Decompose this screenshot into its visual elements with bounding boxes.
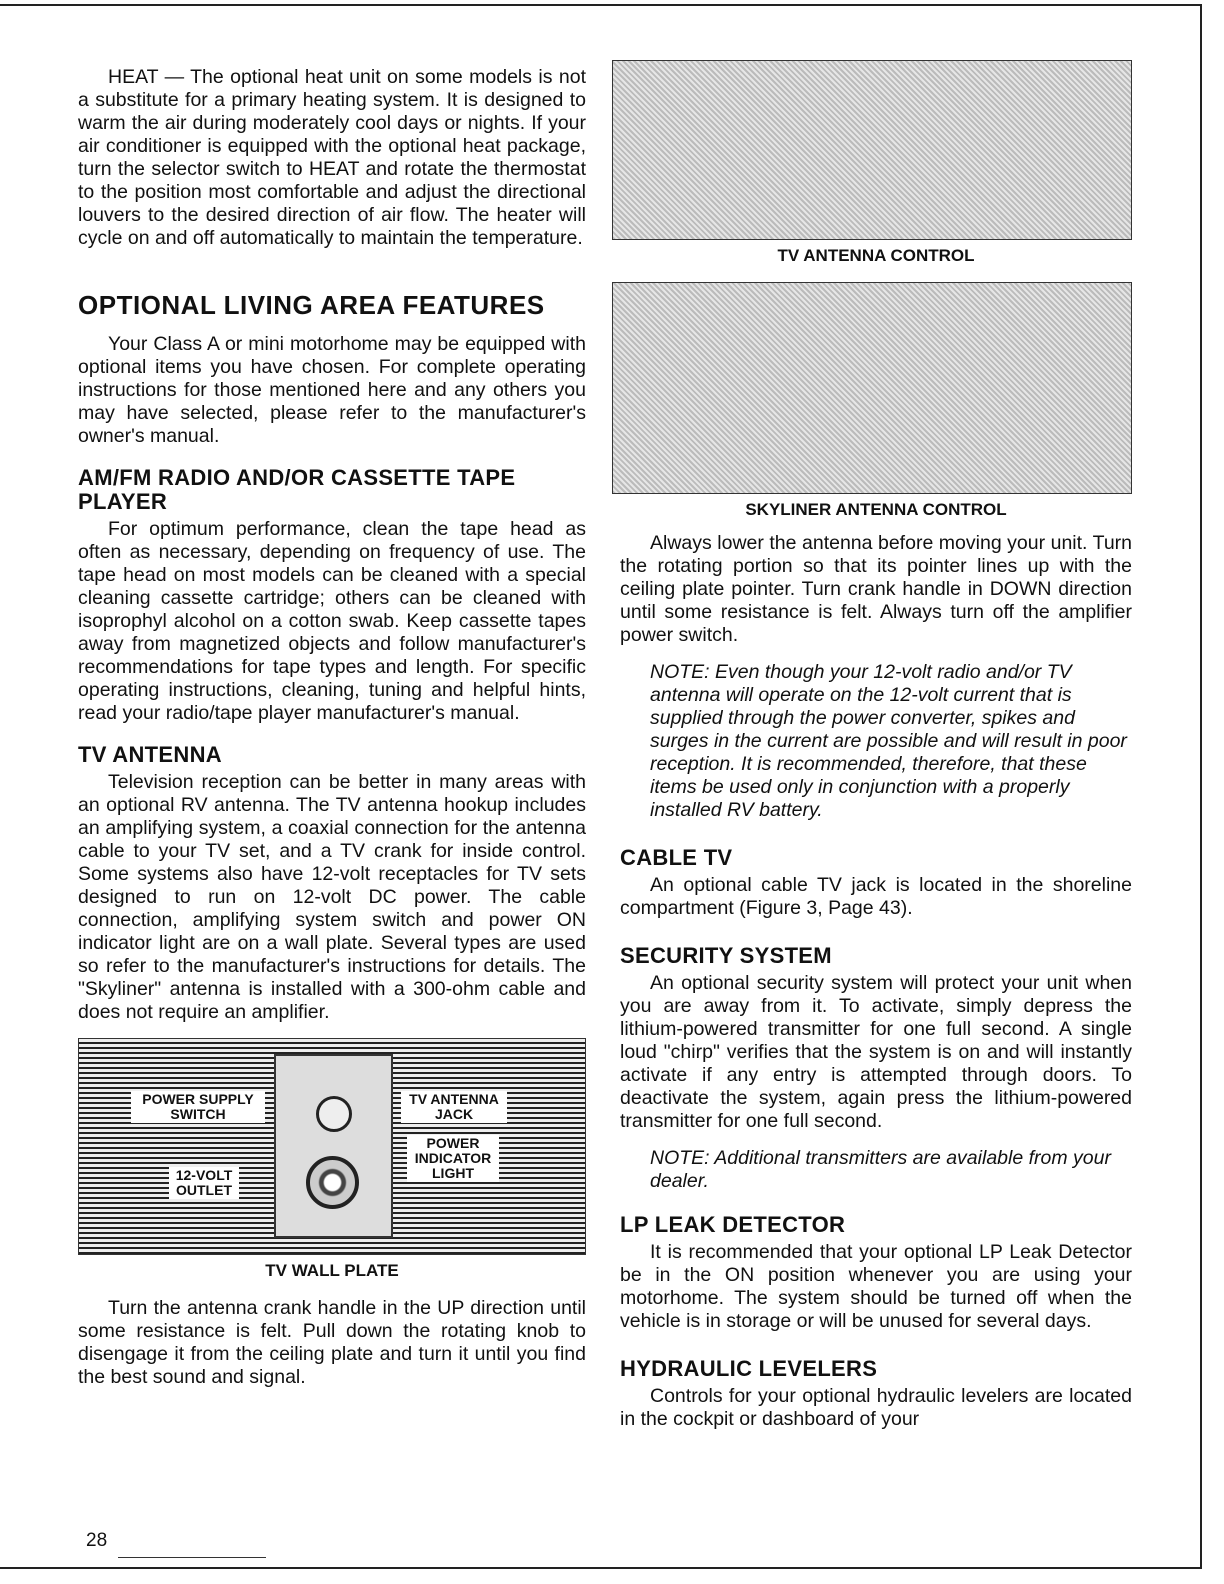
page-border-top	[0, 4, 1202, 6]
note-paragraph: NOTE: Even though your 12-volt radio and/or TV antenna will operate on the 12-volt current that is supplied through the power converter, spikes and surges in the current are possible and will result in poor reception. It is recommended, therefore, that these items be used only in conjunction with a properly installed RV battery.	[650, 661, 1127, 821]
figure-caption: TV WALL PLATE	[265, 1261, 399, 1280]
heat-paragraph: HEAT — The optional heat unit on some models is not a substitute for a primary heating system. It is designed to warm the air during moderately cool days or nights. If your air conditioner is equipped with the optional heat package, turn the selector switch to HEAT and rotate the thermostat to the position most comfortable and adjust the directional louvers to the desired direction of air flow. The heater will cycle on and off automatically to maintain the temperature.	[78, 66, 586, 249]
figure-caption: SKYLINER ANTENNA CONTROL	[745, 500, 1007, 519]
skyliner-antenna-control-image	[612, 282, 1132, 494]
tv-antenna-control-image	[612, 60, 1132, 240]
page-border-right	[1200, 4, 1202, 1569]
left-column	[78, 66, 586, 1389]
lp-leak-heading: LP LEAK DETECTOR	[620, 1212, 846, 1237]
security-paragraph: An optional security system will protect your unit when you are away from it. To activate, simply depress the lithium-powered transmitter for one full second. A single loud "chirp" verifies that the system is on and will instantly activate if any entry is attempted through doors. To deactivate the system, again press the lithium-powered transmitter for one full second.	[620, 972, 1132, 1132]
security-heading: SECURITY SYSTEM	[620, 943, 832, 968]
tv-antenna-heading: TV ANTENNA	[78, 742, 222, 767]
radio-heading: AM/FM RADIO AND/OR CASSETTE TAPE PLAYER	[78, 465, 516, 514]
tv-wall-plate-figure	[78, 1038, 586, 1255]
cable-tv-heading: CABLE TV	[620, 845, 733, 870]
right-column	[620, 60, 1132, 1431]
hydraulic-paragraph: Controls for your optional hydraulic levelers are located in the cockpit or dashboard of your	[620, 1385, 1132, 1430]
note-paragraph: NOTE: Additional transmitters are available from your dealer.	[650, 1147, 1111, 1192]
hydraulic-heading: HYDRAULIC LEVELERS	[620, 1356, 878, 1381]
section-title: OPTIONAL LIVING AREA FEATURES	[78, 290, 545, 320]
outlet-label: 12-VOLT OUTLET	[169, 1167, 239, 1199]
footer-rule	[118, 1557, 266, 1558]
indicator-label: POWER INDICATOR LIGHT	[407, 1135, 499, 1182]
intro-paragraph: Your Class A or mini motorhome may be equipped with optional items you have chosen. For complete operating instructions for those mentioned here and any others you may have selected, please refer to the manufacturer's owner's manual.	[78, 333, 586, 447]
tv-antenna-paragraph: Television reception can be better in many areas with an optional RV antenna. The TV antenna hookup includes an amplifying system, a coaxial connection for the antenna cable to your TV set, and a TV crank for inside control. Some systems also have 12-volt receptacles for TV sets designed to run on 12-volt DC power. The cable connection, amplifying system switch and power ON indicator light are on a wall plate. Several types are used so refer to the manufacturer's instructions for details. The "Skyliner" antenna is installed with a 300-ohm cable and does not require an amplifier.	[78, 771, 586, 1023]
antenna-jack-icon	[316, 1096, 352, 1132]
wall-plate-illustration	[274, 1054, 393, 1238]
lp-leak-paragraph: It is recommended that your optional LP Leak Detector be in the ON position whenever you are using your motorhome. The system should be turned off when the vehicle is in storage or will be unused for several days.	[620, 1241, 1132, 1332]
crank-paragraph: Turn the antenna crank handle in the UP direction until some resistance is felt. Pull down the rotating knob to disengage it from the ceiling plate and turn it until you find the best sound and signal.	[78, 1297, 586, 1388]
page-border-bottom	[0, 1567, 1202, 1569]
figure-caption: TV ANTENNA CONTROL	[777, 246, 975, 265]
power-supply-label: POWER SUPPLY SWITCH	[131, 1091, 265, 1123]
lower-antenna-paragraph: Always lower the antenna before moving your unit. Turn the rotating portion so that its pointer lines up with the ceiling plate pointer. Turn crank handle in DOWN direction until some resistance is felt. Always turn off the amplifier power switch.	[620, 532, 1132, 646]
page-number: 28	[86, 1530, 108, 1551]
radio-paragraph: For optimum performance, clean the tape head as often as necessary, depending on frequency of use. The tape head on most models can be cleaned with a special cleaning cassette cartridge; others can be cleaned with isoprophyl alcohol on a cotton swab. Keep cassette tapes away from magnetized objects and follow manufacturer's recommendations for tape types and length. For specific operating instructions, cleaning, tuning and helpful hints, read your radio/tape player manufacturer's manual.	[78, 518, 586, 724]
outlet-icon	[306, 1156, 359, 1209]
antenna-jack-label: TV ANTENNA JACK	[401, 1091, 507, 1123]
cable-tv-paragraph: An optional cable TV jack is located in the shoreline compartment (Figure 3, Page 43).	[620, 874, 1132, 919]
